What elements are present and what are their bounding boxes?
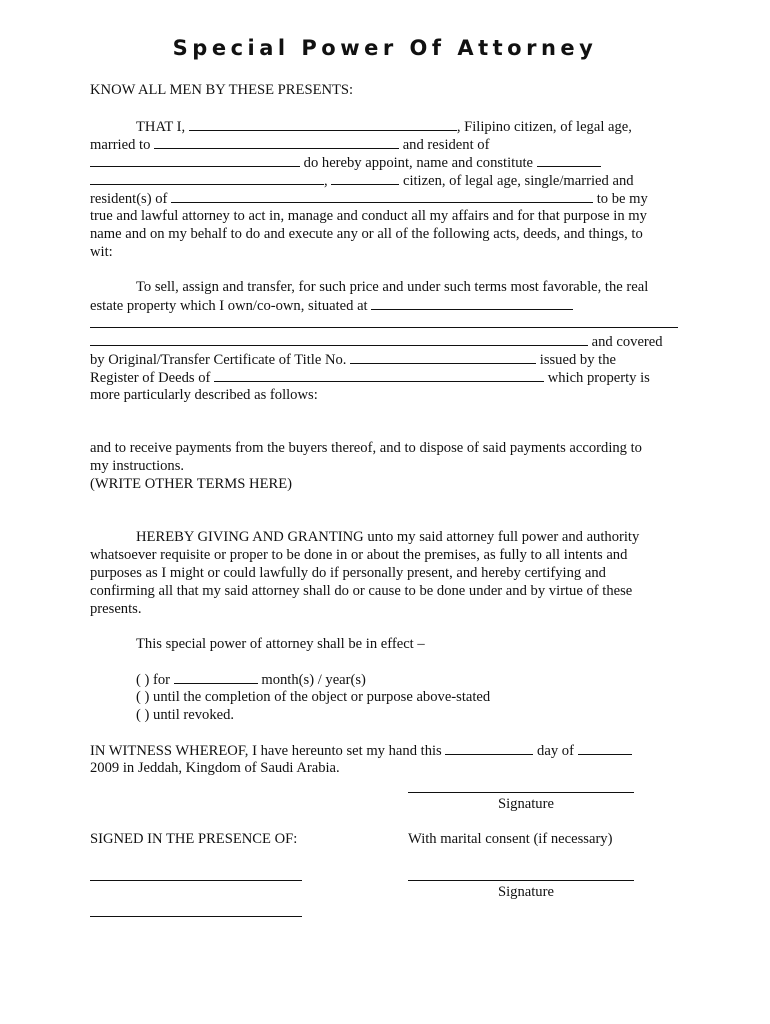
p1-line-1: THAT I, , Filipino citizen, of legal age, — [136, 119, 632, 135]
register-of-deeds-blank[interactable] — [214, 369, 544, 382]
p4-line-3: purposes as I might or could lawfully do if personally present, and hereby certifying and — [90, 565, 606, 581]
month-blank[interactable] — [578, 742, 632, 755]
duration-blank[interactable] — [174, 671, 258, 684]
day-blank[interactable] — [445, 742, 533, 755]
p2-line-3 — [90, 315, 678, 333]
intro-line: KNOW ALL MEN BY THESE PRESENTS: — [90, 82, 354, 98]
spouse-name-blank[interactable] — [154, 136, 399, 149]
p2-line-7: more particularly described as follows: — [90, 387, 318, 403]
citizenship-blank[interactable] — [331, 172, 399, 185]
marital-consent-label: With marital consent (if necessary) — [408, 831, 613, 847]
property-location-blank[interactable] — [371, 297, 573, 310]
p3-line-3: (WRITE OTHER TERMS HERE) — [90, 476, 292, 492]
principal-signature-line[interactable] — [408, 792, 634, 793]
p4-line-4: confirming all that my said attorney shall do or cause to be done under and by virtue of these — [90, 583, 633, 599]
attorney-name-blank[interactable] — [90, 172, 324, 185]
witness-signature-line-2[interactable] — [90, 916, 302, 917]
p1-line-4: , citizen, of legal age, single/married and — [90, 172, 634, 190]
p1-line-6: true and lawful attorney to act in, manage and conduct all my affairs and for that purpose in my — [90, 208, 647, 224]
principal-signature-label: Signature — [498, 796, 554, 812]
p4-line-5: presents. — [90, 601, 142, 617]
p1-line-7: name and on my behalf to do and execute any or all of the following acts, deeds, and things, to — [90, 226, 643, 242]
witness-line-1: IN WITNESS WHEREOF, I have hereunto set my hand this day of — [90, 742, 632, 760]
effect-option-revoked: ( ) until revoked. — [136, 707, 235, 723]
p4-line-2: whatsoever requisite or proper to be done in or about the premises, as fully to all intents and — [90, 547, 628, 563]
witness-line-2: 2009 in Jeddah, Kingdom of Saudi Arabia. — [90, 760, 340, 776]
p3-line-1: and to receive payments from the buyers thereof, and to dispose of said payments according to — [90, 440, 642, 456]
p1-line-8: wit: — [90, 244, 113, 260]
property-location-blank-3[interactable] — [90, 333, 588, 346]
p1-line-2: married to and resident of — [90, 137, 490, 153]
effect-intro: This special power of attorney shall be in effect – — [136, 636, 425, 652]
p2-line-4: and covered — [90, 333, 663, 351]
signed-in-presence-heading: SIGNED IN THE PRESENCE OF: — [90, 831, 298, 847]
property-location-blank-2[interactable] — [90, 315, 678, 328]
p2-line-5: by Original/Transfer Certificate of Title No. issued by the — [90, 352, 616, 368]
title-number-blank[interactable] — [350, 351, 536, 364]
p2-line-6: Register of Deeds of which property is — [90, 370, 650, 386]
effect-option-duration: ( ) for month(s) / year(s) — [136, 672, 366, 688]
p1-line-3: do hereby appoint, name and constitute — [90, 154, 601, 172]
spouse-signature-label: Signature — [498, 884, 554, 900]
p3-line-2: my instructions. — [90, 458, 185, 474]
attorney-blank-1[interactable] — [537, 154, 601, 167]
p1-line-5: resident(s) of to be my — [90, 191, 648, 207]
spouse-signature-line[interactable] — [408, 880, 634, 881]
p2-line-1: To sell, assign and transfer, for such price and under such terms most favorable, the real — [136, 279, 649, 295]
residence-blank[interactable] — [90, 154, 300, 167]
p2-line-2: estate property which I own/co-own, situated at — [90, 297, 573, 315]
attorney-residence-blank[interactable] — [171, 190, 593, 203]
p4-line-1: HEREBY GIVING AND GRANTING unto my said attorney full power and authority — [136, 529, 640, 545]
effect-option-completion: ( ) until the completion of the object or purpose above-stated — [136, 689, 491, 705]
grantor-name-blank[interactable] — [189, 118, 457, 131]
witness-signature-line-1[interactable] — [90, 880, 302, 881]
document-title: Special Power Of Attorney — [172, 36, 598, 60]
